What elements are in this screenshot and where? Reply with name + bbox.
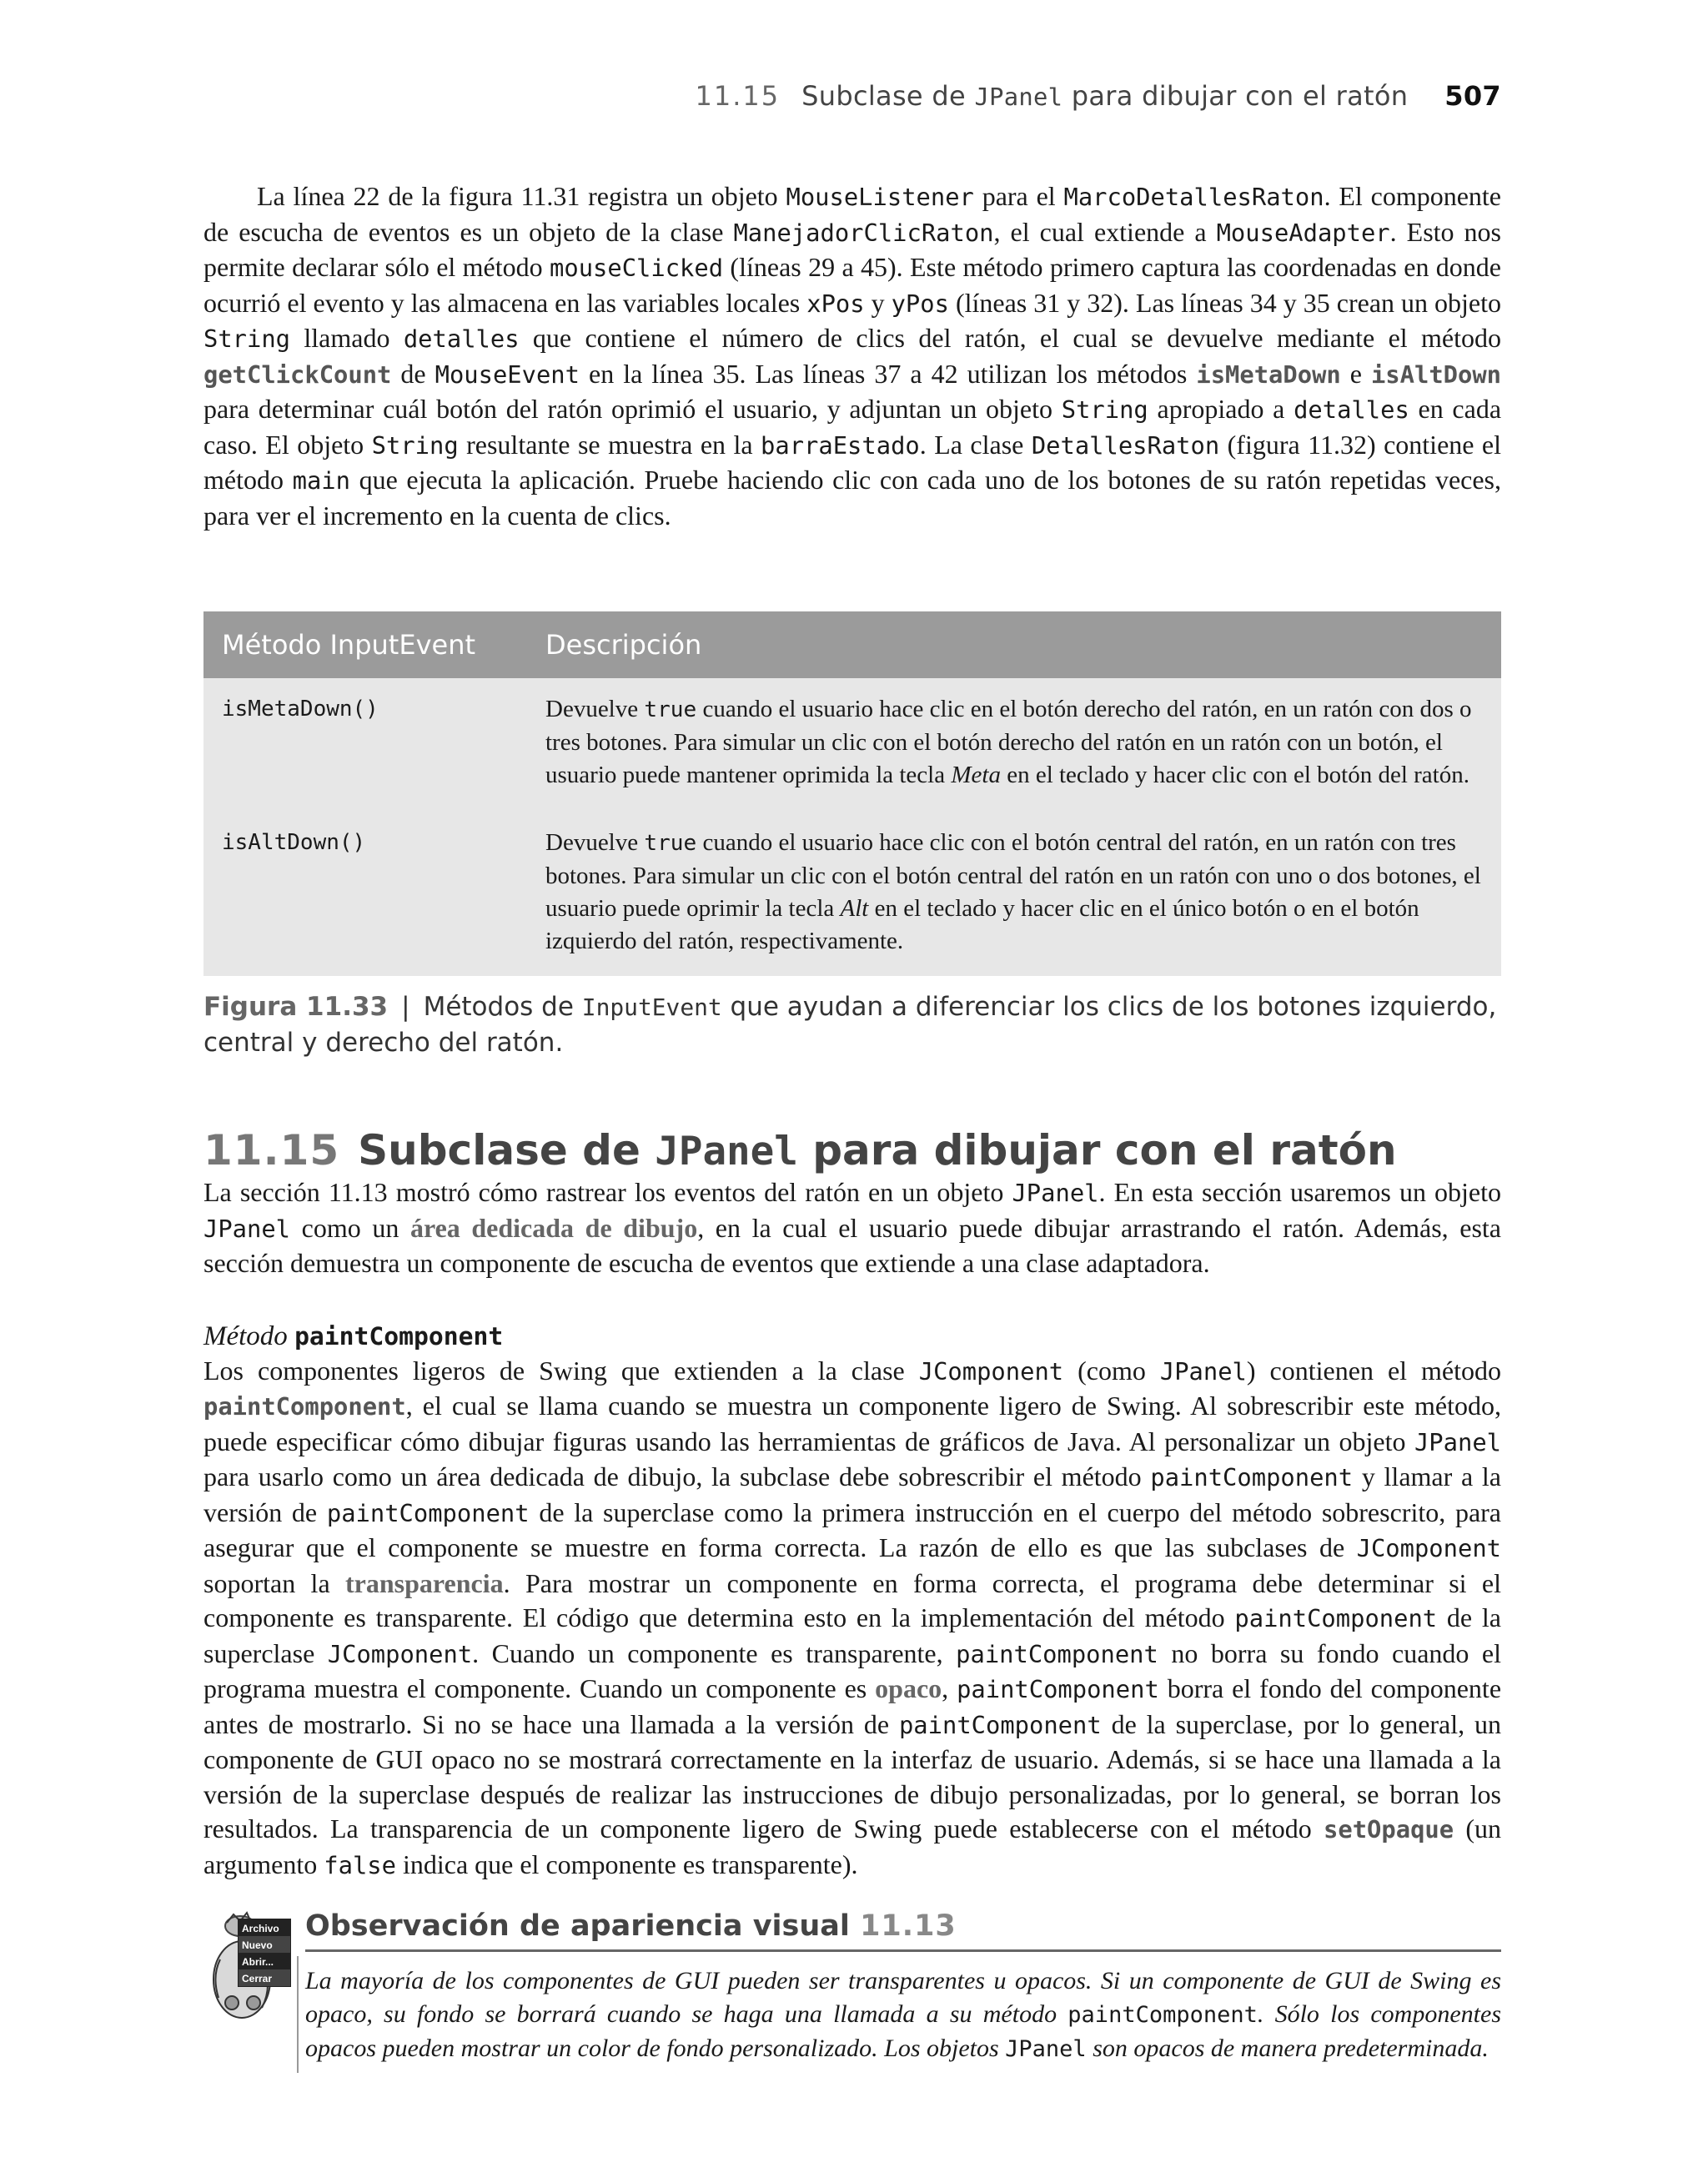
text: para usarlo como un área dedicada de dibujo, la subclase debe sobrescribir el método	[203, 1461, 1151, 1491]
table-row	[203, 815, 1501, 976]
code: true	[644, 697, 697, 722]
text: , en la cual el usuario puede dibujar arrastrando el ratón. Además, esta sección demuestra un componente de escucha de eventos que extiende a una clase adaptadora.	[203, 1212, 1502, 1278]
text: . Sólo los componentes opacos pueden mostrar un color de fondo personalizado. Los objetos	[305, 2000, 1501, 2062]
text: para determinar cuál botón del ratón oprimió el usuario, y adjuntan un objeto	[203, 394, 1062, 424]
code: String	[203, 324, 291, 353]
code: JPanel	[1159, 1356, 1247, 1386]
code: getClickCount	[203, 360, 392, 389]
text: Métodos de	[423, 992, 582, 1022]
file-menu-mascot-icon	[207, 1909, 297, 2025]
text: son opacos de manera predeterminada.	[1086, 2035, 1489, 2062]
text: . El componente de escucha de eventos es un objeto de la clase	[203, 181, 1502, 247]
code: paintComponent	[1150, 1463, 1354, 1491]
observation-number: 11.13	[860, 1909, 957, 1943]
text: en el teclado y hacer clic con el botón del ratón.	[1000, 762, 1469, 788]
text: , el cual se llama cuando se muestra un componente ligero de Swing. Al sobrescribir este método, puede especificar cómo dibujar figuras usando las herramientas de gráficos de Java. Al personalizar un objeto	[203, 1391, 1501, 1456]
key-name: Meta	[951, 762, 1001, 788]
text: Devuelve	[545, 829, 645, 856]
text: Los componentes ligeros de Swing que extienden a la clase	[203, 1355, 919, 1386]
code: barraEstado	[761, 430, 920, 460]
running-header	[200, 80, 1501, 112]
menu-label-abrir: Abrir...	[242, 1956, 274, 1968]
code: MouseEvent	[435, 360, 580, 389]
code: mouseClicked	[550, 254, 724, 282]
code: main	[292, 466, 350, 495]
method-name: isAltDown()	[222, 830, 366, 855]
subsection-heading	[203, 1320, 1501, 1354]
code: JPanel	[1414, 1427, 1501, 1456]
code: String	[1061, 395, 1148, 424]
header-section-number: 11.15	[695, 80, 781, 112]
text: y	[864, 287, 892, 318]
method-description	[530, 678, 1501, 815]
section-heading	[203, 1127, 1501, 1175]
text: para el	[973, 181, 1064, 211]
text: no borra su fondo cuando el programa muestra el componente. Cuando un componente es	[203, 1637, 1502, 1703]
text: indica que el componente es transparente).	[395, 1849, 858, 1879]
text: de la superclase	[203, 1602, 1502, 1668]
subsection-paragraph	[203, 1354, 1501, 1884]
text: como un	[290, 1212, 410, 1243]
column-header-description: Descripción	[530, 611, 1501, 678]
code: paintComponent	[1068, 2002, 1258, 2028]
text: ) contienen el método	[1246, 1355, 1502, 1386]
code: isMetaDown	[1196, 360, 1341, 389]
section-paragraph	[203, 1175, 1501, 1281]
text: ,	[942, 1673, 957, 1703]
observation-title	[305, 1909, 1501, 1952]
code: MouseAdapter	[1216, 218, 1390, 247]
menu-label-nuevo: Nuevo	[242, 1939, 273, 1951]
text: de la superclase, por lo general, un componente de GUI opaco no se mostrará correctamente en la interfaz de usuario. Además, si se hace una llamada a la versión de la superclase después de realizar las instrucciones de dibujo personalizadas, por lo general, se borran los resultados. La transparencia de un componente ligero de Swing puede establecerse con el método	[203, 1708, 1502, 1844]
code: paintComponent	[326, 1498, 530, 1527]
text: (líneas 31 y 32). Las líneas 34 y 35 crean un objeto	[948, 287, 1501, 318]
code: xPos	[806, 289, 865, 318]
glossary-term: opaco	[875, 1673, 942, 1703]
text: en la línea 35. Las líneas 37 a 42 utilizan los métodos	[579, 358, 1197, 389]
code: detalles	[1294, 395, 1409, 424]
text: y llamar a la versión de	[203, 1461, 1502, 1527]
text: de la superclase como la primera instrucción en el cuerpo del método sobrescrito, para asegurar que el componente se muestre en forma correcta. La razón de ello es que las subclases de	[203, 1496, 1502, 1562]
code: String	[371, 430, 459, 460]
menu-label-archivo: Archivo	[242, 1923, 279, 1934]
text: La línea 22 de la figura 11.31 registra un objeto	[257, 181, 786, 211]
text: que ayudan a diferenciar los clics de los botones izquierdo, central y derecho del ratón.	[203, 992, 1497, 1058]
text: (líneas 29 a 45). Este método primero captura las coordenadas en donde ocurrió el evento y las almacena en las variables locales	[203, 252, 1502, 318]
text: en cada caso. El objeto	[203, 394, 1502, 460]
text: Observación de apariencia visual	[305, 1909, 861, 1943]
text: de	[391, 358, 435, 389]
code: JPanel	[655, 1129, 798, 1175]
text: apropiado a	[1148, 394, 1294, 424]
text: Método	[203, 1320, 295, 1351]
code: JPanel	[1012, 1179, 1099, 1207]
method-name: isMetaDown()	[222, 697, 379, 722]
text: , el cual extiende a	[993, 216, 1217, 247]
menu-label-cerrar: Cerrar	[242, 1973, 273, 1984]
code: DetallesRaton	[1031, 430, 1220, 460]
code: JComponent	[327, 1639, 473, 1668]
text: cuando el usuario hace clic con el botón central del ratón, en un ratón con tres botones. Para simular un clic con el botón central del ratón en un ratón con uno o dos botones, el usuario puede oprimir la tecla	[545, 829, 1481, 922]
method-description	[530, 815, 1501, 976]
look-and-feel-observation	[203, 1906, 1501, 2062]
text: . Cuando un componente es transparente,	[472, 1637, 957, 1668]
code: paintComponent	[957, 1675, 1159, 1703]
text: borra el fondo del componente antes de mostrarlo. Si no se hace una llamada a la versión de	[203, 1673, 1502, 1739]
inputevent-methods-table	[203, 611, 1501, 976]
code: false	[324, 1850, 396, 1879]
code: isAltDown	[1370, 360, 1502, 389]
text: resultante se muestra en la	[458, 429, 761, 460]
caption-separator: |	[401, 992, 410, 1022]
table-row	[203, 678, 1501, 815]
code: detalles	[403, 324, 520, 353]
code: setOpaque	[1324, 1815, 1454, 1844]
code: MarcoDetallesRaton	[1063, 183, 1324, 211]
code: JComponent	[918, 1356, 1064, 1386]
code: paintComponent	[294, 1321, 504, 1351]
code: JComponent	[1356, 1534, 1501, 1562]
code: InputEvent	[581, 993, 722, 1021]
code: true	[644, 831, 697, 856]
text: que ejecuta la aplicación. Pruebe haciendo clic con cada uno de los botones de su ratón repetidas veces, para ver el incremento en la cuenta de clics.	[203, 465, 1502, 531]
text: en el teclado y hacer clic en el único botón o en el botón izquierdo del ratón, respectivamente.	[545, 895, 1419, 954]
text: que contiene el número de clics del ratón, el cual se devuelve mediante el método	[519, 323, 1502, 353]
text: La mayoría de los componentes de GUI pueden ser transparentes u opacos. Si un componente de GUI de Swing es opaco, su fondo se borrará cuando se haga una llamada a su método	[305, 1967, 1501, 2028]
glossary-term: área dedicada de dibujo	[409, 1212, 698, 1243]
code: ManejadorClicRaton	[733, 218, 994, 247]
text: llamado	[290, 323, 404, 353]
code: paintComponent	[203, 1392, 406, 1421]
text: . Esto nos permite declarar sólo el método	[203, 216, 1502, 282]
text: cuando el usuario hace clic en el botón derecho del ratón, en un ratón con dos o tres botones. Para simular un clic con el botón derecho del ratón en un ratón con un botón, el usuario puede mantener oprimida la tecla	[545, 696, 1472, 788]
figure-label: Figura 11.33	[203, 992, 389, 1022]
code: JPanel	[1005, 2036, 1087, 2062]
table-header-row	[203, 611, 1501, 678]
text: . Para mostrar un componente en forma correcta, el programa debe determinar si el componente es transparente. El código que determina esto en la implementación del método	[203, 1567, 1502, 1632]
header-title-code: JPanel	[974, 83, 1063, 111]
header-title-post: para dibujar con el ratón	[1062, 80, 1409, 112]
text: (como	[1063, 1355, 1160, 1386]
code: yPos	[891, 289, 949, 318]
key-name: Alt	[840, 895, 869, 922]
text: para dibujar con el ratón	[797, 1126, 1397, 1175]
code: JPanel	[203, 1214, 291, 1243]
figure-caption	[203, 989, 1501, 1060]
glossary-term: transparencia	[345, 1567, 504, 1598]
text: soportan la	[203, 1567, 346, 1598]
code: paintComponent	[956, 1639, 1158, 1668]
text: Subclase de	[358, 1126, 656, 1175]
header-title-pre: Subclase de	[801, 80, 975, 112]
text: La sección 11.13 mostró cómo rastrear los eventos del ratón en un objeto	[203, 1177, 1012, 1207]
page-number: 507	[1444, 80, 1501, 112]
section-number: 11.15	[203, 1126, 340, 1175]
code: paintComponent	[898, 1710, 1102, 1739]
column-header-method: Método InputEvent	[203, 611, 530, 678]
page-content	[203, 179, 1502, 2062]
text: . En esta sección usaremos un objeto	[1098, 1177, 1502, 1207]
text: Devuelve	[545, 696, 645, 722]
code: paintComponent	[1234, 1604, 1438, 1632]
text: (figura 11.32) contiene el método	[203, 429, 1502, 495]
intro-paragraph	[203, 179, 1501, 533]
text: (un argumento	[203, 1813, 1501, 1879]
text: . La clase	[919, 429, 1032, 460]
text: e	[1340, 358, 1371, 389]
code: MouseListener	[786, 183, 974, 211]
observation-text	[305, 1964, 1501, 2066]
observation-margin-rule	[297, 1956, 299, 2073]
